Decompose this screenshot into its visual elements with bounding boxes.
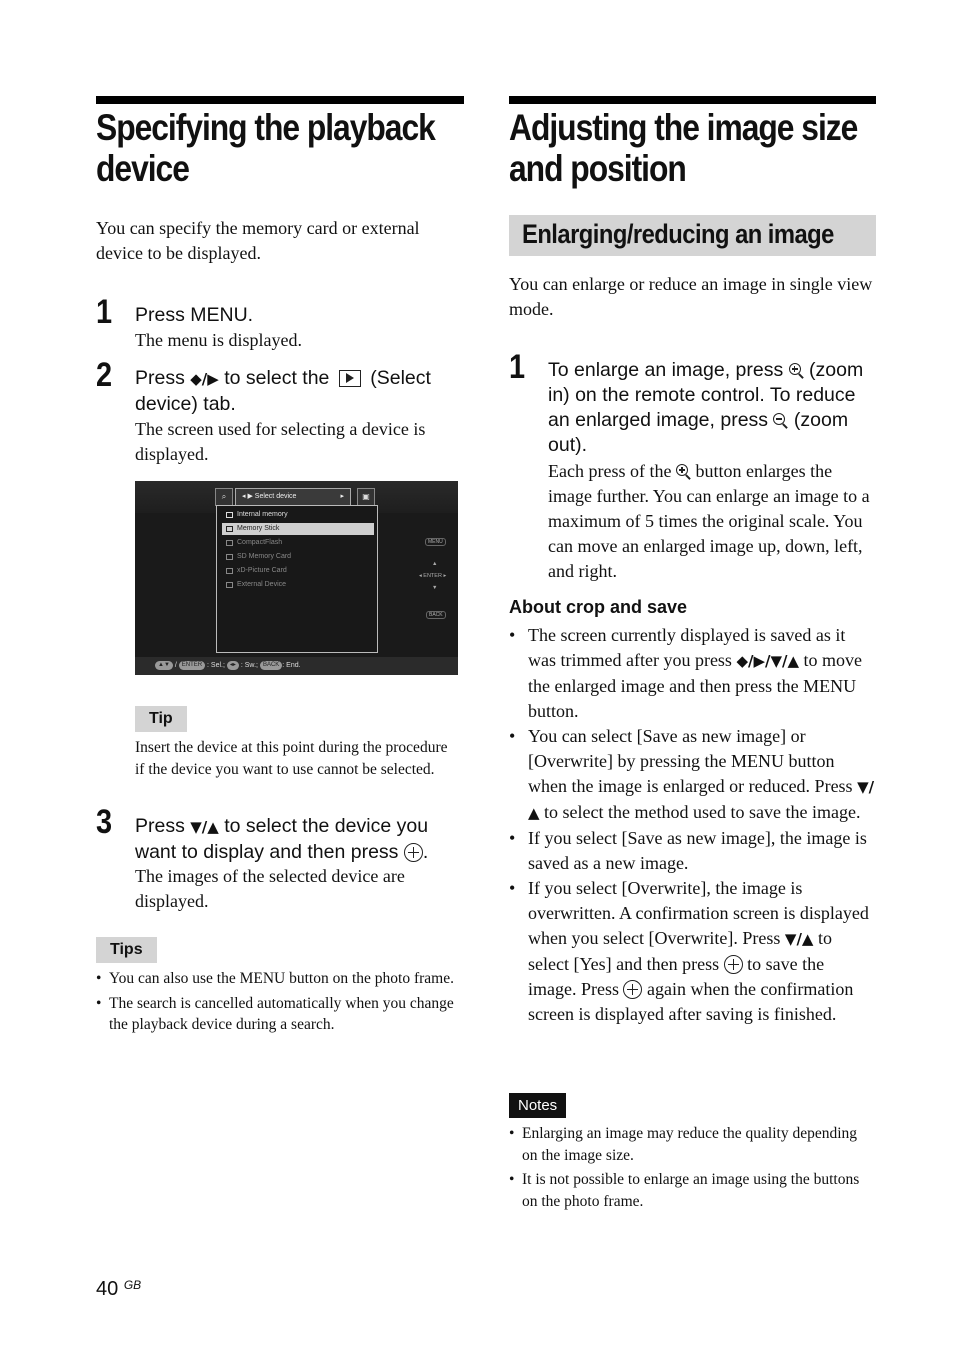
tip-label: Tip xyxy=(135,706,187,732)
left-title-rule xyxy=(96,96,464,104)
tips-list xyxy=(96,968,461,1036)
screen-enter-hint: ◂ ENTER ▸ xyxy=(419,573,447,579)
four-way-arrow-icon: ◆/▶/▼/▲ xyxy=(736,652,800,670)
left-title-line-2: device xyxy=(96,148,189,189)
list-item xyxy=(509,623,876,724)
list-item: • Enlarging an image may reduce the quality depending on the image size. xyxy=(509,1123,869,1166)
page-number-value: 40 xyxy=(96,1278,119,1300)
crop-item-text: to select [Yes] and then press xyxy=(528,928,832,974)
right-intro: You can enlarge or reduce an image in single view mode. xyxy=(509,274,873,319)
crop-item-text: to save the image. Press xyxy=(528,954,825,999)
step-2-heading xyxy=(135,366,465,417)
screen-tab-label: Select device xyxy=(254,493,297,500)
page-number xyxy=(96,1278,141,1301)
step-3-number: 3 xyxy=(96,803,113,841)
screen-bottom-bar: ▲▼ / ENTER : Sel.; ◂▸ : Sw.; BACK : End. xyxy=(135,657,458,675)
screen-bottom-end: : End. xyxy=(282,662,301,669)
device-item: CompactFlash xyxy=(222,537,374,549)
up-down-arrow-icon: ▼/▲ xyxy=(190,818,219,836)
device-item-selected: Memory Stick xyxy=(222,523,374,535)
enter-button-icon xyxy=(623,980,642,999)
crop-item-text: to select the method used to save the image. xyxy=(539,802,861,822)
list-item xyxy=(509,876,876,1027)
page-region: GB xyxy=(123,1278,142,1292)
crop-item-text: again when the confirmation screen is displayed after saving is finished. xyxy=(528,979,854,1024)
enter-button-icon xyxy=(724,955,743,974)
toolbox-tab-icon: ▣ xyxy=(357,488,375,506)
right-title-line-1: Adjusting the image size xyxy=(509,107,858,148)
crop-item-text: If you select [Overwrite], the image is overwritten. A confirmation screen is displayed when you select [Overwrite]. Press xyxy=(528,878,869,948)
screen-down-arrow-icon: ▼ xyxy=(432,585,438,591)
zoom-in-icon xyxy=(789,363,804,378)
screen-updown-icon: ▲▼ xyxy=(155,661,173,670)
zoom-out-icon xyxy=(773,413,788,428)
left-intro: You can specify the memory card or external device to be displayed. xyxy=(96,218,420,263)
select-device-tab-icon xyxy=(339,370,361,387)
zoom-in-icon xyxy=(676,464,691,479)
screen-bottom-back: BACK xyxy=(260,661,282,670)
right-step-1-text-c: (zoom out). xyxy=(548,409,849,456)
crop-item-text: to move the enlarged image and then press the MENU button. xyxy=(528,650,863,721)
crop-item-text: You can select [Save as new image] or [Overwrite] by pressing the MENU button when the image is enlarged or reduced. Press xyxy=(528,726,858,796)
select-device-tab: ◂ ▶ Select device ▸ xyxy=(235,488,351,506)
up-down-arrow-icon: ▼/▲ xyxy=(784,930,814,948)
screen-menu-hint: MENU xyxy=(425,538,446,546)
step-3-text-a: Press xyxy=(135,815,191,837)
device-list-panel xyxy=(216,505,378,653)
notes-label: Notes xyxy=(509,1093,566,1118)
crop-item-text: The screen currently displayed is saved as it was trimmed after you press xyxy=(528,625,846,670)
step-2-text-a: Press xyxy=(135,367,191,389)
list-item: • It is not possible to enlarge an image using the buttons on the photo frame. xyxy=(509,1169,869,1212)
crop-item-text: If you select [Save as new image], the image is saved as a new image. xyxy=(528,828,867,873)
section-subheading xyxy=(509,215,876,256)
right-page-title xyxy=(509,107,857,189)
right-step-1-number: 1 xyxy=(509,348,526,386)
screen-leftright-icon: ◂▸ xyxy=(227,661,239,670)
left-right-arrow-icon: ◆/▶ xyxy=(190,370,219,388)
screen-bottom-sel: : Sel.; xyxy=(207,662,225,669)
device-item: SD Memory Card xyxy=(222,551,374,563)
notes-list xyxy=(509,1123,869,1212)
right-title-line-2: and position xyxy=(509,148,686,189)
step-2-text-c: (Select device) tab. xyxy=(135,367,431,415)
step-1-body: The menu is displayed. xyxy=(135,330,302,350)
screen-bottom-enter: ENTER xyxy=(179,661,205,670)
right-step-1-body-b: button enlarges the image further. You can enlarge an image to a maximum of 5 times the original scale. You can move an enlarged image up, down, left, and right. xyxy=(548,461,870,581)
up-down-arrow-icon: ▼/▲ xyxy=(528,778,875,822)
right-step-1-body-a: Each press of the xyxy=(548,461,676,481)
list-item xyxy=(509,724,876,826)
right-step-1-heading xyxy=(548,358,876,458)
screen-bottom-sw: : Sw.; xyxy=(240,662,258,669)
tip-text: Insert the device at this point during the procedure if the device you want to use cannot be selected. xyxy=(135,739,448,778)
right-step-1-text-a: To enlarge an image, press xyxy=(548,359,789,381)
step-3-body: The images of the selected device are displayed. xyxy=(135,866,405,911)
section-subheading-text: Enlarging/reducing an image xyxy=(522,219,834,249)
tips-label: Tips xyxy=(96,937,157,963)
list-item: • The search is cancelled automatically when you change the playback device during a search. xyxy=(96,993,461,1036)
step-3-text-b: to select the device you want to display and then press xyxy=(135,815,429,863)
crop-save-heading: About crop and save xyxy=(509,597,688,617)
list-item: • You can also use the MENU button on the photo frame. xyxy=(96,968,461,990)
step-1-heading: Press MENU. xyxy=(135,304,254,326)
right-title-rule xyxy=(509,96,876,104)
step-3-heading xyxy=(135,814,460,865)
zoom-tab-icon: ⌕ xyxy=(215,488,233,506)
select-device-screen xyxy=(135,481,458,675)
device-item: Internal memory xyxy=(222,509,374,521)
step-1-number: 1 xyxy=(96,293,113,331)
step-2-text-b: to select the xyxy=(218,367,335,389)
device-item: xD-Picture Card xyxy=(222,565,374,577)
step-2-body: The screen used for selecting a device is displayed. xyxy=(135,419,426,464)
left-title-line-1: Specifying the playback xyxy=(96,107,435,148)
list-item xyxy=(509,826,876,876)
right-step-1-body xyxy=(548,459,876,584)
crop-save-list xyxy=(509,623,876,1027)
screen-enter-label: ENTER xyxy=(423,573,442,579)
left-page-title xyxy=(96,107,435,189)
screen-tabs xyxy=(215,488,377,506)
screen-back-hint: BACK xyxy=(426,611,446,619)
step-3-text-c: . xyxy=(422,841,429,863)
device-item: External Device xyxy=(222,579,374,591)
step-2-number: 2 xyxy=(96,356,113,394)
screen-up-arrow-icon: ▲ xyxy=(432,561,438,567)
right-step-1-text-b: (zoom in) on the remote control. To reduce an enlarged image, press xyxy=(548,359,864,431)
enter-button-icon xyxy=(404,843,423,862)
